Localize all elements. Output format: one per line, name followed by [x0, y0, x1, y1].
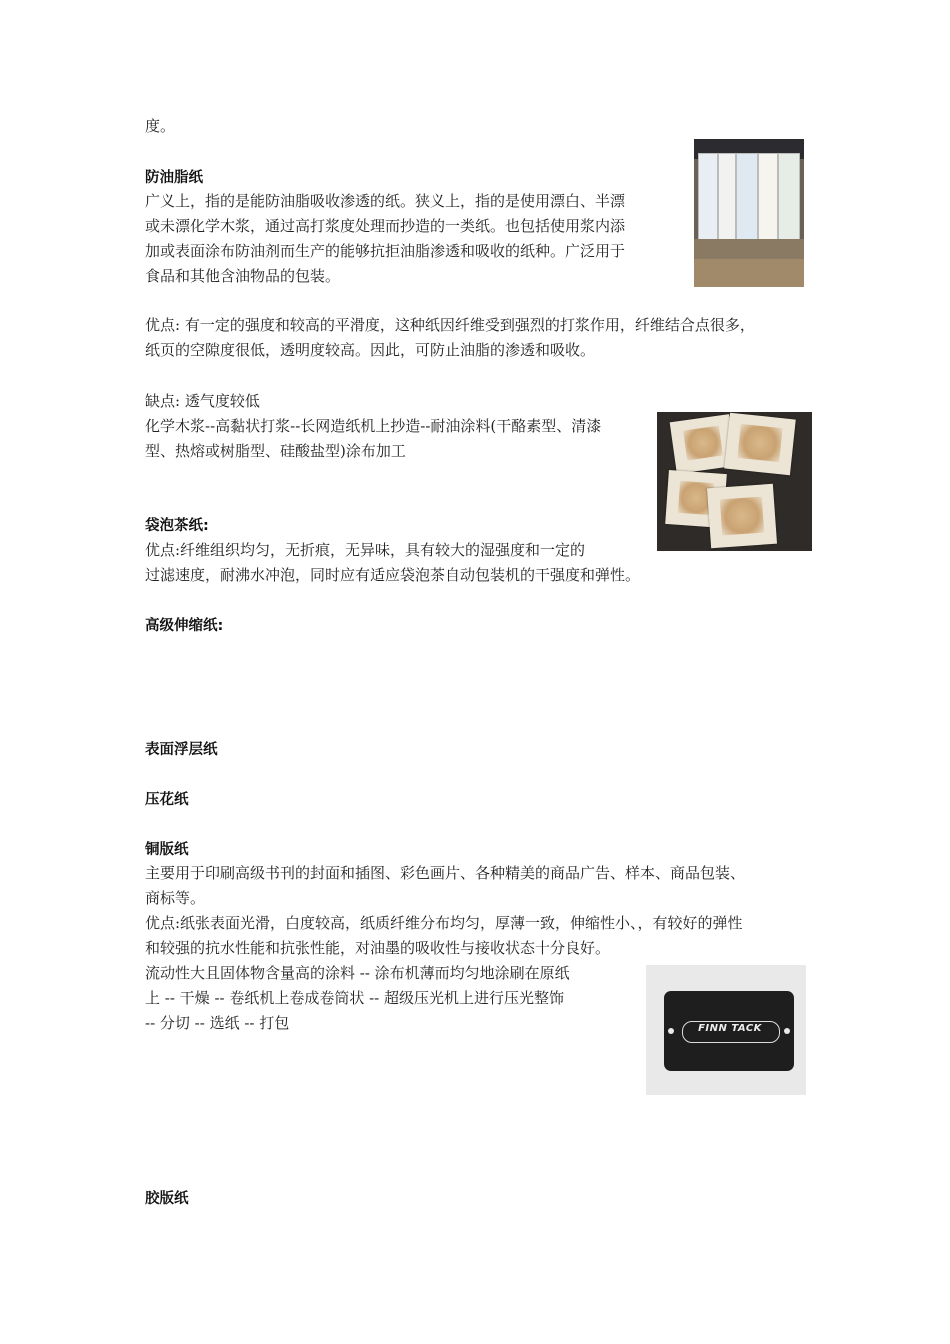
- section-heading-surface-paper: 表面浮层纸: [145, 742, 218, 758]
- oil-paper-pros: [145, 313, 755, 363]
- text-line: 优点:纸张表面光滑，白度较高，纸质纤维分布均匀，厚薄一致，伸缩性小、，有较好的弹性: [145, 914, 743, 932]
- text-line: 流动性大且固体物含量高的涂料 -- 涂布机薄而均匀地涂刷在原纸: [145, 964, 570, 982]
- tag-card: [664, 991, 794, 1071]
- text-line: 过滤速度，耐沸水冲泡，同时应有适应袋泡茶自动包装机的干强度和弹性。: [145, 566, 641, 584]
- tea-bags-photo: [657, 412, 812, 551]
- text-line: 和较强的抗水性能和抗张性能，对油墨的吸收性与接收状态十分良好。: [145, 939, 611, 957]
- coated-paper-pros: [145, 911, 743, 961]
- tag-logo-text: FINN TACK: [698, 1023, 762, 1034]
- text-line: 加或表面涂布防油剂而生产的能够抗拒油脂渗透和吸收的纸种。广泛用于: [145, 242, 626, 260]
- text-line: 商标等。: [145, 889, 206, 907]
- oil-paper-cons: [145, 389, 601, 464]
- coated-paper-use: [145, 861, 745, 911]
- section-heading-stretch-paper: 高级伸缩纸:: [145, 618, 224, 634]
- section-heading-oil-paper: 防油脂纸: [145, 170, 203, 186]
- text-line: 上 -- 干燥 -- 卷纸机上卷成卷筒状 -- 超级压光机上进行压光整饰: [145, 989, 565, 1007]
- text-line: 主要用于印刷高级书刊的封面和插图、彩色画片、各种精美的商品广告、样本、商品包装、: [145, 864, 746, 882]
- text-line: 化学木浆--高黏状打浆--长网造纸机上抄造--耐油涂料(干酪素型、清漆: [145, 417, 602, 435]
- tag-card-photo: [646, 965, 806, 1095]
- text-line: 或未漂化学木浆，通过高打浆度处理而抄造的一类纸。也包括使用浆内添: [145, 217, 626, 235]
- text-line: 优点:纤维组织均匀，无折痕，无异味，具有较大的湿强度和一定的: [145, 541, 586, 559]
- text-line: 纸页的空隙度很低，透明度较高。因此，可防止油脂的渗透和吸收。: [145, 341, 596, 359]
- section-heading-embossed-paper: 压花纸: [145, 792, 189, 808]
- cigarette-shelf-photo: [694, 139, 804, 287]
- teabag-paper-pros: [145, 538, 640, 588]
- text-line: 广义上，指的是能防油脂吸收渗透的纸。狭义上，指的是使用漂白、半漂: [145, 192, 626, 210]
- section-heading-teabag-paper: 袋泡茶纸:: [145, 518, 209, 534]
- section-heading-coated-paper: 铜版纸: [145, 842, 189, 858]
- intro-line: 度。: [145, 117, 176, 135]
- text-line: 优点: 有一定的强度和较高的平滑度，这种纸因纤维受到强烈的打浆作用，纤维结合点很多，: [145, 316, 755, 334]
- section-heading-offset-paper: 胶版纸: [145, 1191, 189, 1207]
- text-line: 食品和其他含油物品的包装。: [145, 267, 341, 285]
- text-line: 缺点: 透气度较低: [145, 392, 260, 410]
- text-line: -- 分切 -- 选纸 -- 打包: [145, 1014, 290, 1032]
- coated-paper-process: [145, 961, 570, 1036]
- intro-text: [145, 114, 175, 139]
- oil-paper-description: [145, 189, 625, 289]
- text-line: 型、热熔或树脂型、硅酸盐型)涂布加工: [145, 442, 406, 460]
